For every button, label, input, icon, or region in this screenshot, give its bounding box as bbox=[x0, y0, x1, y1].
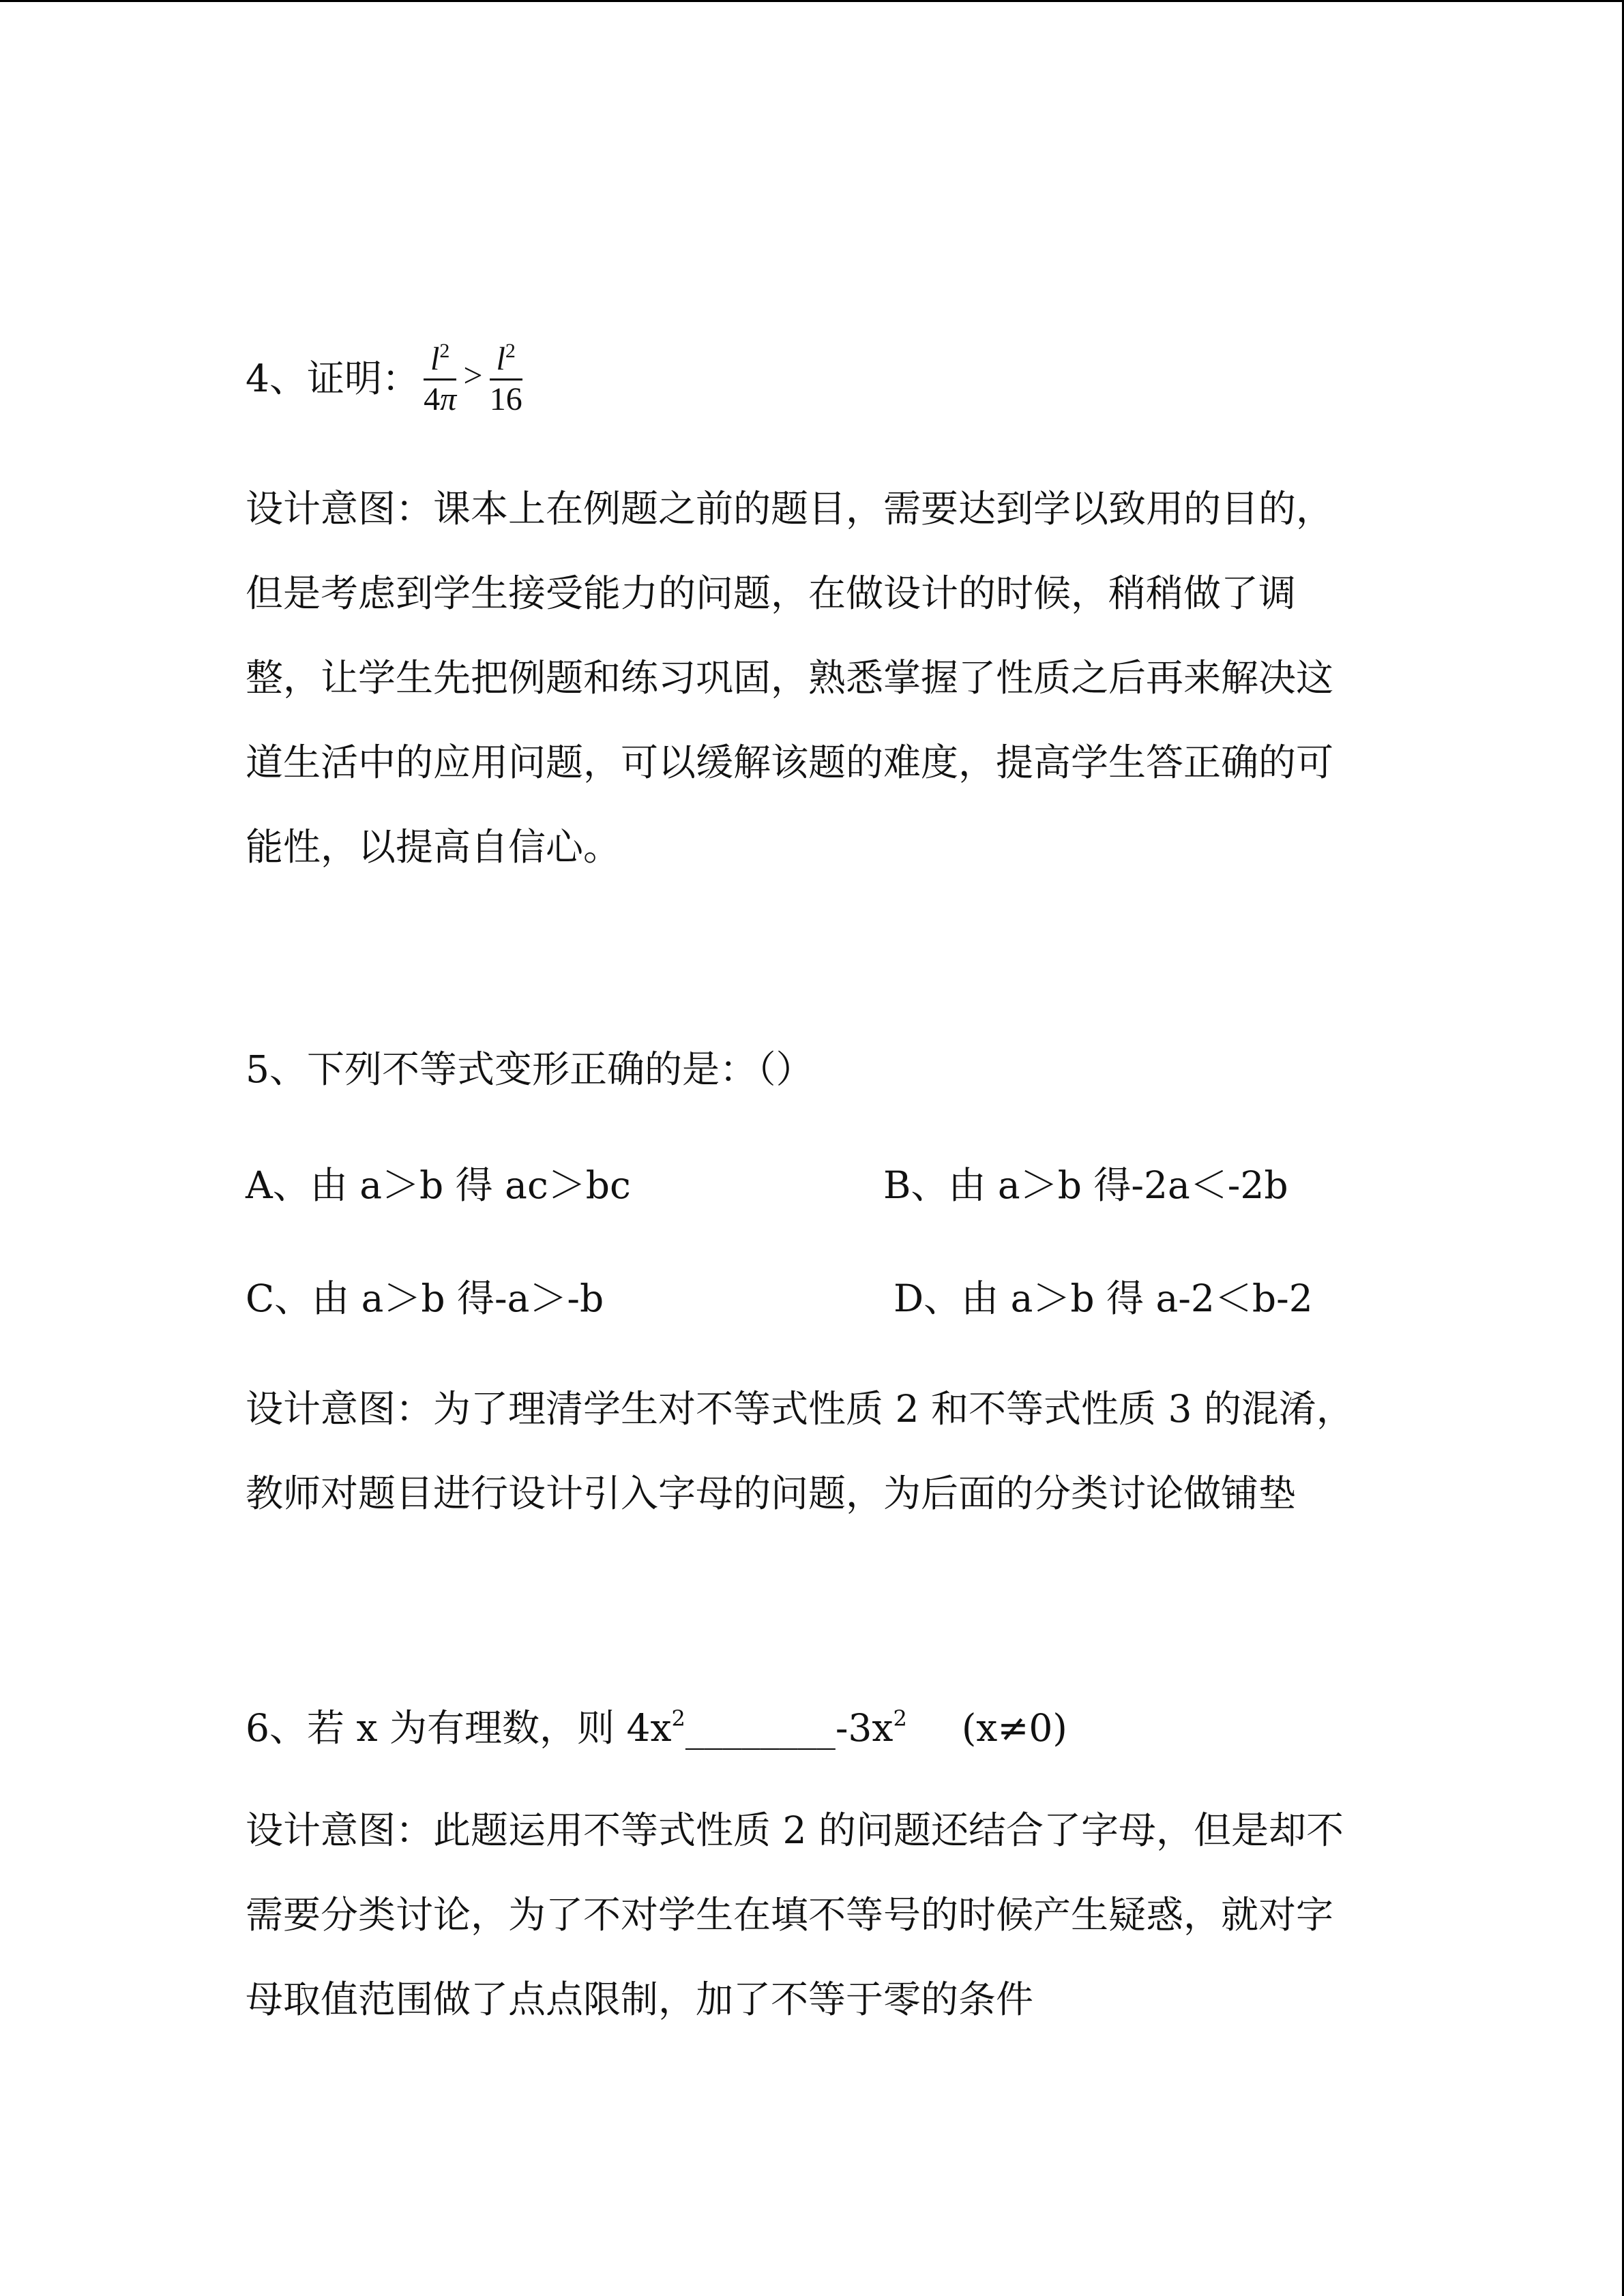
question-6-part-2: -3x bbox=[835, 1706, 894, 1750]
fraction-2-denominator: 16 bbox=[489, 381, 522, 417]
fraction-l-squared-over-16 bbox=[490, 332, 522, 419]
option-a: A、由 a＞b 得 ac＞bc bbox=[246, 1163, 631, 1207]
option-c: C、由 a＞b 得-a＞-b bbox=[246, 1277, 604, 1320]
q6-intent-line-1: 设计意图：此题运用不等式性质 2 的问题还结合了字母，但是却不 bbox=[246, 1808, 1344, 1852]
q4-intent-line-2: 但是考虑到学生接受能力的问题，在做设计的时候，稍稍做了调 bbox=[246, 571, 1297, 615]
q4-intent-line-4: 道生活中的应用问题，可以缓解该题的难度，提高学生答正确的可 bbox=[246, 741, 1334, 784]
option-b: B、由 a＞b 得-2a＜-2b bbox=[883, 1163, 1288, 1207]
fraction-l-squared-over-4pi bbox=[424, 332, 456, 419]
fraction-1-denominator: 4π bbox=[424, 381, 457, 417]
q4-intent-line-1: 设计意图：课本上在例题之前的题目，需要达到学以致用的目的， bbox=[246, 487, 1334, 531]
exponent-2: 2 bbox=[893, 1705, 907, 1731]
answer-blank: ________ bbox=[685, 1706, 836, 1750]
q5-intent-line-1: 设计意图：为了理清学生对不等式性质 2 和不等式性质 3 的混淆， bbox=[246, 1387, 1354, 1431]
question-4 bbox=[246, 327, 527, 423]
greater-than-sign: > bbox=[463, 356, 483, 394]
question-5-stem: 5、下列不等式变形正确的是：（） bbox=[246, 1047, 814, 1091]
q4-intent-line-5: 能性，以提高自信心。 bbox=[246, 825, 621, 869]
option-d: D、由 a＞b 得 a-2＜b-2 bbox=[894, 1277, 1313, 1320]
fraction-2-numerator: $l^2$ bbox=[496, 339, 516, 377]
q6-intent-line-3: 母取值范围做了点点限制，加了不等于零的条件 bbox=[246, 1978, 1034, 2021]
question-4-prefix: 4、证明： bbox=[246, 356, 419, 400]
exponent-1: 2 bbox=[671, 1705, 685, 1731]
q6-intent-line-2: 需要分类讨论，为了不对学生在填不等号的时候产生疑惑，就对字 bbox=[246, 1893, 1334, 1937]
page-top-border bbox=[0, 0, 1624, 2]
q5-intent-line-2: 教师对题目进行设计引入字母的问题，为后面的分类讨论做铺垫 bbox=[246, 1472, 1297, 1515]
q4-intent-line-3: 整，让学生先把例题和练习巩固，熟悉掌握了性质之后再来解决这 bbox=[246, 656, 1334, 700]
question-6-part-1: 6、若 x 为有理数，则 4x bbox=[246, 1706, 672, 1750]
fraction-1-numerator: $l^2$ bbox=[430, 339, 450, 377]
question-6 bbox=[246, 1698, 1067, 1748]
question-6-condition: (x≠0) bbox=[961, 1706, 1067, 1750]
